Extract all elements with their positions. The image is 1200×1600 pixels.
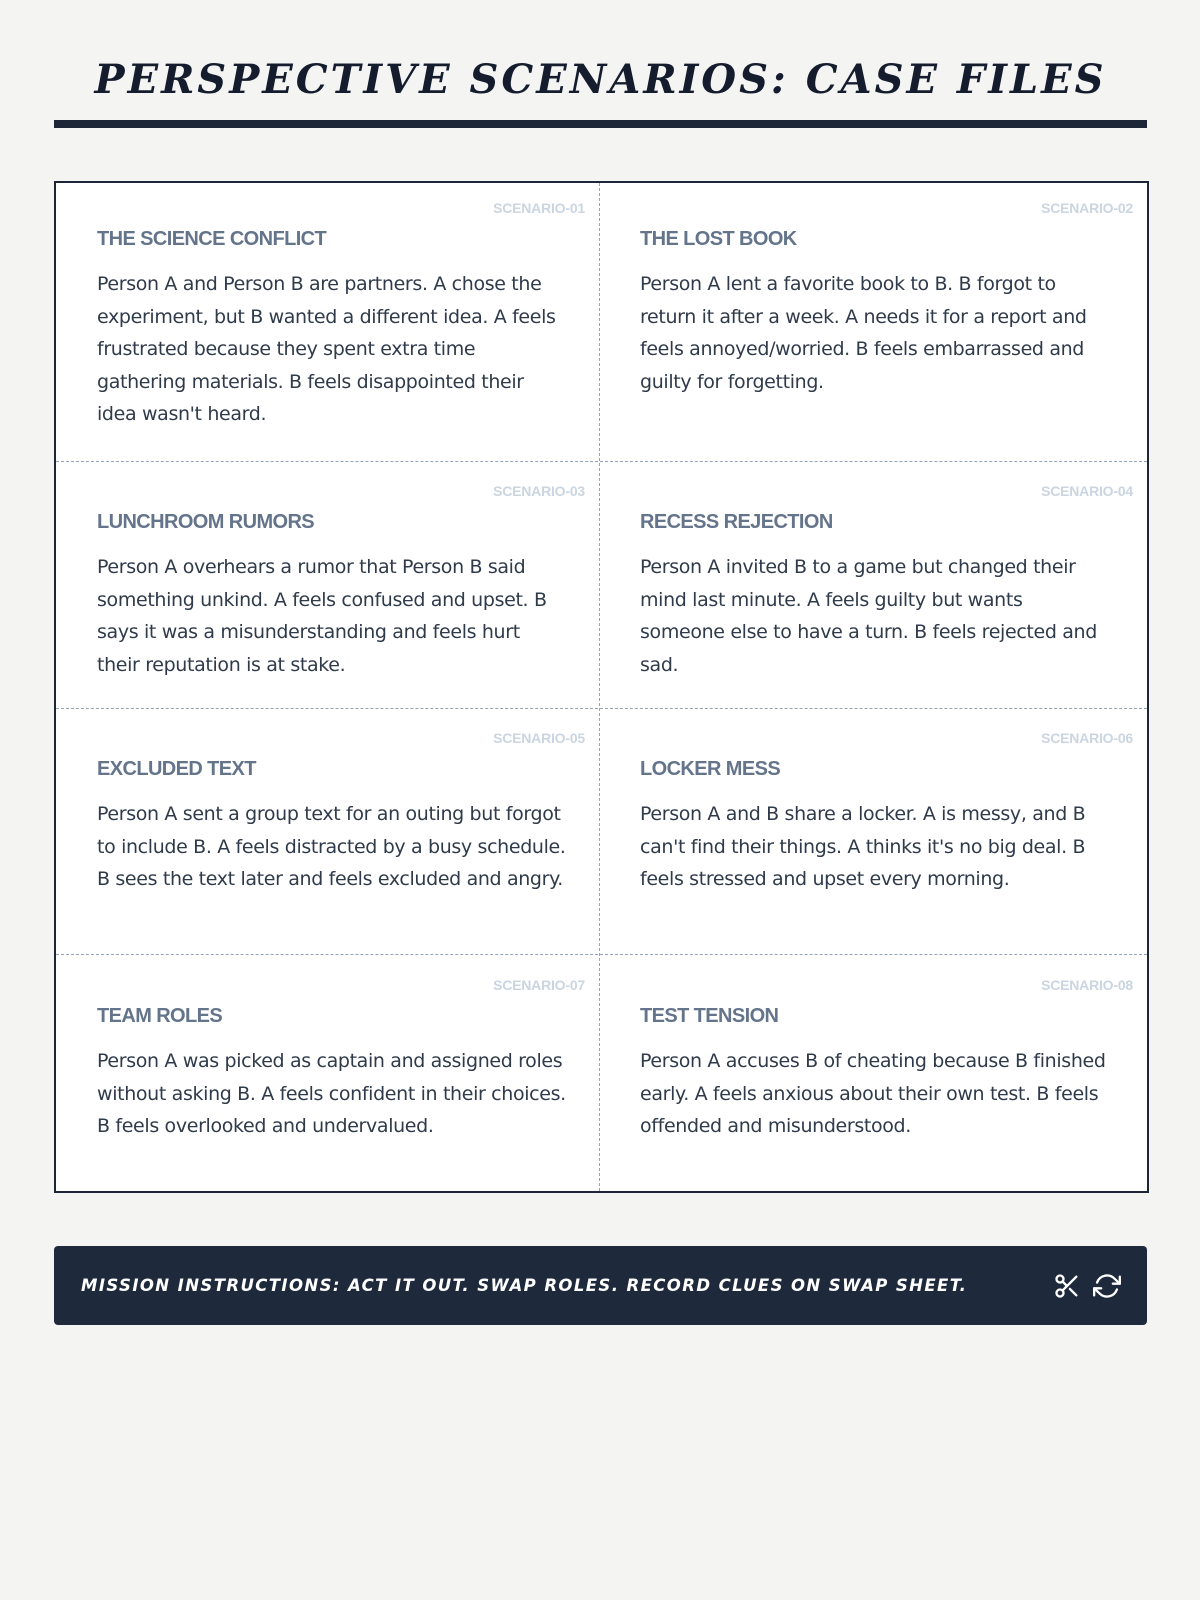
scenario-card-04	[599, 466, 1147, 713]
scenario-card-02	[599, 183, 1147, 461]
scenario-id: SCENARIO-03	[493, 483, 585, 499]
scenario-id: SCENARIO-08	[1041, 977, 1133, 993]
page-title: PERSPECTIVE SCENARIOS: CASE FILES	[94, 56, 1107, 103]
scenario-description: Person A lent a favorite book to B. B forgot to return it after a week. A needs it for a report and feels annoyed/worried. B feels embarrassed and guilty for forgetting.	[640, 273, 1087, 393]
scenario-description: Person A and B share a locker. A is messy, and B can't find their things. A thinks it's no big deal. B feels stressed and upset every morning.	[640, 803, 1086, 890]
scenario-description: Person A overhears a rumor that Person B said something unkind. A feels confused and upset. B says it was a misunderstanding and feels hurt their reputation is at stake.	[97, 556, 547, 676]
mission-instructions-bar	[54, 1246, 1147, 1325]
scenario-grid	[54, 181, 1149, 1193]
refresh-icon[interactable]	[1093, 1272, 1121, 1300]
scissors-icon[interactable]	[1053, 1272, 1081, 1300]
scenario-title: EXCLUDED TEXT	[97, 758, 256, 780]
row-divider	[56, 461, 1147, 462]
scenario-id: SCENARIO-05	[493, 730, 585, 746]
scenario-title: LUNCHROOM RUMORS	[97, 511, 315, 533]
scenario-description: Person A sent a group text for an outing but forgot to include B. A feels distracted by a busy schedule. B sees the text later and feels excluded and angry.	[97, 803, 566, 890]
title-divider	[54, 120, 1147, 128]
scenario-card-07	[56, 960, 599, 1191]
scenario-id: SCENARIO-06	[1041, 730, 1133, 746]
scenario-title: TEST TENSION	[640, 1005, 779, 1027]
scenario-description: Person A invited B to a game but changed their mind last minute. A feels guilty but wants someone else to have a turn. B feels rejected and sad.	[640, 556, 1097, 676]
scenario-id: SCENARIO-04	[1041, 483, 1133, 499]
scenario-card-01	[56, 183, 599, 461]
scenario-title: THE LOST BOOK	[640, 228, 797, 250]
scenario-card-05	[56, 713, 599, 959]
scenario-card-08	[599, 960, 1147, 1191]
scenario-title: LOCKER MESS	[640, 758, 781, 780]
scenario-title: TEAM ROLES	[97, 1005, 223, 1027]
scenario-card-06	[599, 713, 1147, 959]
scenario-title: THE SCIENCE CONFLICT	[97, 228, 327, 250]
scenario-description: Person A accuses B of cheating because B finished early. A feels anxious about their own test. B feels offended and misunderstood.	[640, 1050, 1106, 1137]
scenario-description: Person A was picked as captain and assigned roles without asking B. A feels confident in their choices. B feels overlooked and undervalued.	[97, 1050, 566, 1137]
mission-instructions-text: MISSION INSTRUCTIONS: ACT IT OUT. SWAP ROLES. RECORD CLUES ON SWAP SHEET.	[81, 1276, 968, 1295]
scenario-id: SCENARIO-07	[493, 977, 585, 993]
scenario-card-03	[56, 466, 599, 713]
scenario-id: SCENARIO-02	[1041, 200, 1133, 216]
scenario-title: RECESS REJECTION	[640, 511, 833, 533]
scenario-description: Person A and Person B are partners. A chose the experiment, but B wanted a different idea. A feels frustrated because they spent extra time gathering materials. B feels disappointed their idea wasn't heard.	[97, 273, 556, 425]
scenario-id: SCENARIO-01	[493, 200, 585, 216]
